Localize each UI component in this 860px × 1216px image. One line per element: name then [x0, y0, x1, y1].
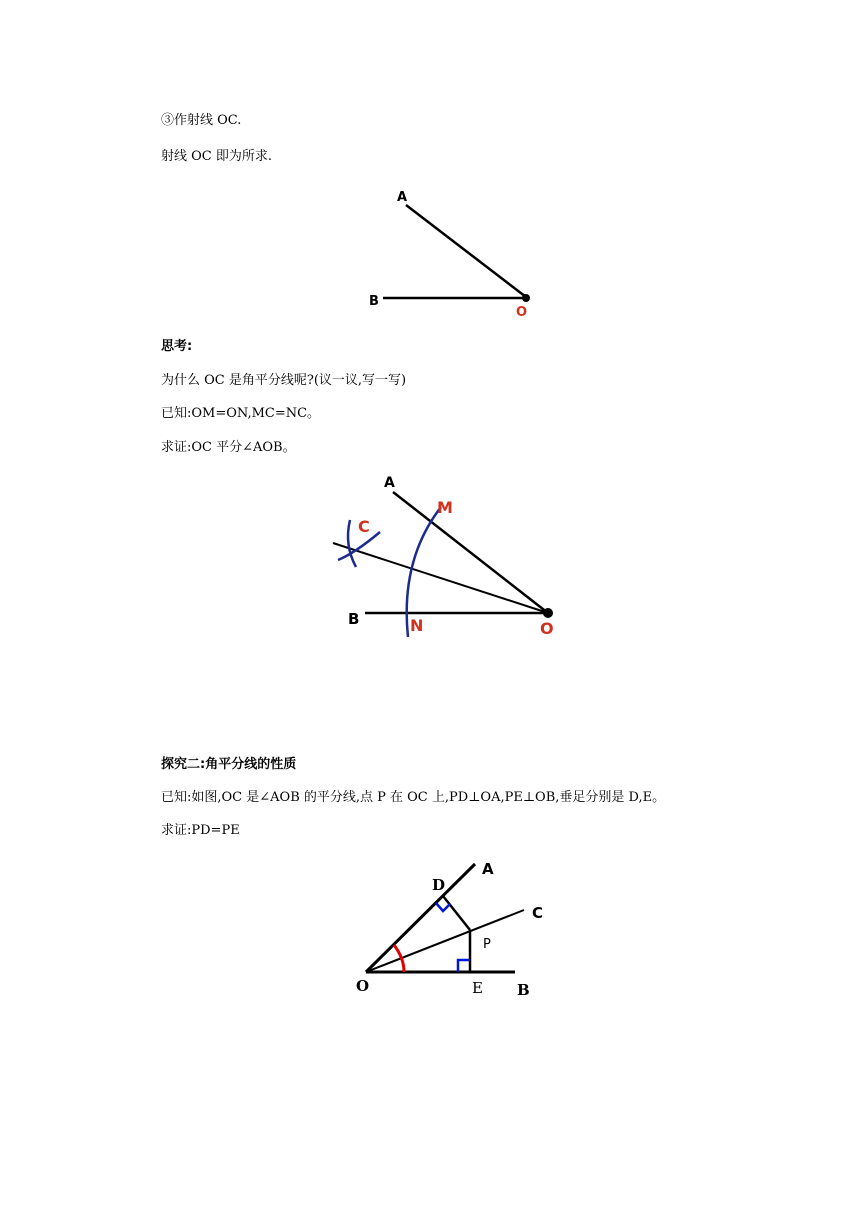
step-3-text: ③作射线 OC. [161, 113, 242, 128]
result-text: 射线 OC 即为所求. [161, 149, 273, 164]
figure-3-label-d: D [432, 876, 446, 894]
figure-3-label-a: A [482, 860, 494, 878]
figure-1-label-o: O [516, 305, 528, 320]
figure-1-angle [369, 190, 530, 320]
prove-2-text: 求证:PD=PE [161, 823, 240, 838]
figure-3-property [356, 860, 543, 999]
figure-3-label-o: O [356, 977, 370, 995]
figure-3-label-e: E [472, 979, 483, 997]
figure-3-label-b: B [517, 981, 530, 999]
figure-2-label-m: M [437, 498, 453, 517]
explore-heading: 探究二:角平分线的性质 [161, 757, 297, 772]
given-1-text: 已知:OM=ON,MC=NC。 [161, 406, 321, 421]
figure-1-label-a: A [397, 190, 408, 205]
figure-3-label-c: C [532, 904, 544, 922]
figure-1-label-b: B [369, 294, 379, 309]
figure-2-label-a: A [384, 475, 395, 491]
question-text: 为什么 OC 是角平分线呢?(议一议,写一写) [161, 373, 407, 388]
think-heading: 思考: [161, 339, 193, 354]
figure-2-label-c: C [358, 517, 370, 536]
prove-1-text: 求证:OC 平分∠AOB。 [161, 440, 296, 455]
figure-2-label-o: O [540, 619, 554, 638]
given-2-text: 已知:如图,OC 是∠AOB 的平分线,点 P 在 OC 上,PD⊥OA,PE⊥OB,垂足分别是 D,E。 [161, 790, 666, 805]
figure-2-label-n: N [410, 616, 424, 635]
figure-2-label-b: B [348, 610, 360, 628]
figure-3-label-p: P [483, 937, 491, 952]
figure-2-construction [333, 475, 554, 638]
